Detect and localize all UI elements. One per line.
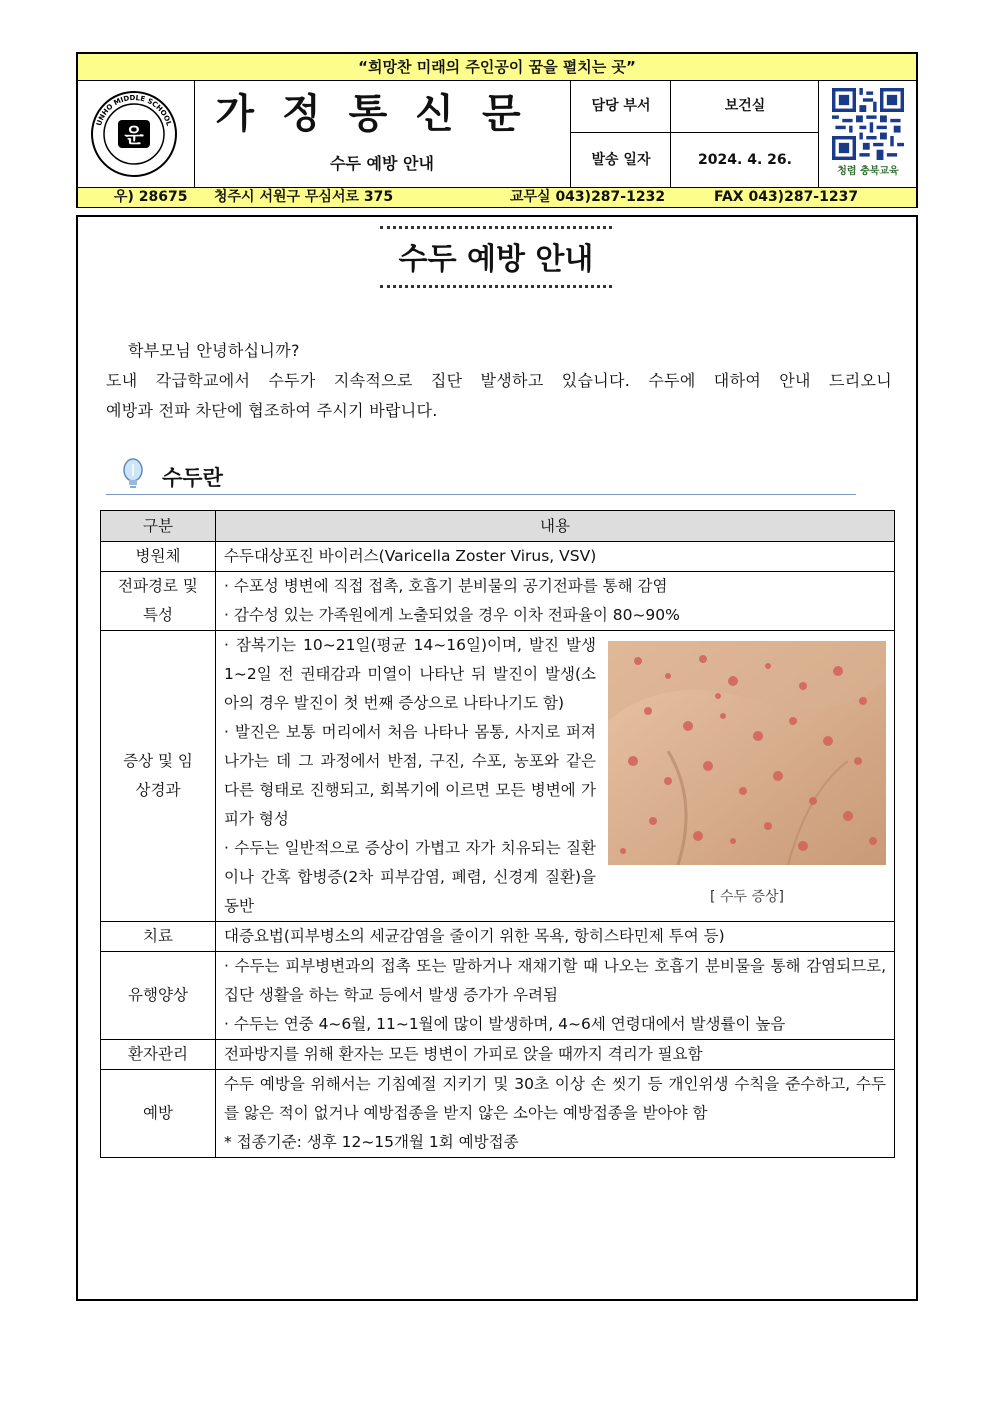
transmission-item-2: · 감수성 있는 가족원에게 노출되었을 경우 이차 전파율이 80~90%: [224, 606, 680, 624]
section-divider: [106, 494, 856, 495]
table-row: [101, 922, 895, 952]
dept-label: 담당 부서: [591, 98, 651, 114]
intro-text-line-1: 도내 각급학교에서 수두가 지속적으로 집단 발생하고 있습니다. 수두에 대하여 안내 드리오니: [106, 371, 892, 390]
transmission-item-1: · 수포성 병변에 직접 접촉, 호흡기 분비물의 공기전파를 통해 감염: [224, 577, 668, 595]
row-value-trend: [216, 952, 895, 1040]
table-row: [101, 952, 895, 1040]
table-row: [101, 1070, 895, 1158]
greeting-text: 학부모님 안녕하십니까?: [128, 341, 300, 360]
row-key-prevention: 예방: [101, 1070, 216, 1158]
street-address: 청주시 서원구 무심서로 375: [214, 189, 394, 205]
prevention-text: 수두 예방을 위해서는 기침예절 지키기 및 30초 이상 손 씻기 등 개인위생 수칙을 준수하고, 수두를 앓은 적이 없거나 예방접종을 받지 않은 소아는 예방접종을 받아야 함: [224, 1075, 886, 1122]
qr-caption: 청렴 충북교육: [837, 166, 899, 177]
row-value-pathogen: 수두대상포진 바이러스(Varicella Zoster Virus, VSV): [216, 542, 895, 572]
qr-code-icon: [826, 88, 910, 160]
chickenpox-info-table: [100, 510, 895, 1158]
row-value-symptoms: [216, 631, 895, 922]
symptom-text: [224, 631, 596, 921]
address-bar: [78, 187, 916, 207]
trend-item-2: · 수두는 연중 4~6월, 11~1월에 많이 발생하며, 4~6세 연령대에서 발생률이 높음: [224, 1015, 786, 1033]
chickenpox-rash-photo: [608, 641, 886, 865]
symptom-photo-box: [608, 641, 886, 912]
row-key-patient: 환자관리: [101, 1040, 216, 1070]
photo-caption: [ 수두 증상]: [710, 889, 784, 905]
school-emblem-icon: [90, 90, 178, 178]
row-value-transmission: [216, 572, 895, 631]
letter-header: [76, 52, 918, 208]
lightbulb-icon: [118, 456, 148, 492]
row-key-trend: 유행양상: [101, 952, 216, 1040]
date-label: 발송 일자: [591, 152, 651, 168]
symptom-item-1: · 잠복기는 10~21일(평균 14~16일)이며, 발진 발생 1~2일 전 권태감과 미열이 나타난 뒤 발진이 발생(소아의 경우 발진이 첫 번째 증상으로 나타나기도 함): [224, 636, 596, 712]
table-row: [101, 1040, 895, 1070]
symptom-item-3: · 수두는 일반적으로 증상이 가볍고 자가 치유되는 질환이나 간혹 합병증(2차 피부감염, 폐렴, 신경계 질환)을 동반: [224, 839, 596, 915]
school-motto: “희망찬 미래의 주인공이 꿈을 펼치는 곳”: [78, 54, 916, 81]
row-key-symptoms: 증상 및 임상경과: [101, 631, 216, 922]
row-key-transmission: 전파경로 및 특성: [101, 572, 216, 631]
row-value-patient: 전파방지를 위해 환자는 모든 병변이 가피로 앉을 때까지 격리가 필요함: [216, 1040, 895, 1070]
table-row: [101, 542, 895, 572]
table-row: [101, 631, 895, 922]
table-row: [101, 572, 895, 631]
emblem-text: UNHO MIDDLE SCHOOL: [95, 93, 173, 127]
header-main-row: [78, 80, 916, 187]
date-value: 2024. 4. 26.: [698, 152, 792, 168]
intro-text-line-2: 예방과 전파 차단에 협조하여 주시기 바랍니다.: [106, 401, 438, 420]
office-phone: 교무실 043)287-1232: [510, 189, 666, 205]
row-value-prevention: [216, 1070, 895, 1158]
section-title: 수두란: [162, 466, 223, 490]
main-title: 수두 예방 안내: [380, 226, 612, 288]
row-value-treatment: 대증요법(피부병소의 세균감염을 줄이기 위한 목욕, 항히스타민제 투여 등): [216, 922, 895, 952]
vaccination-note: * 접종기준: 생후 12~15개월 1회 예방접종: [224, 1133, 519, 1151]
row-key-pathogen: 병원체: [101, 542, 216, 572]
newsletter-title: 가정통신문: [215, 90, 549, 137]
table-header-row: [101, 511, 895, 542]
emblem-char: 운: [124, 123, 144, 147]
dept-value: 보건실: [724, 98, 766, 114]
row-key-treatment: 치료: [101, 922, 216, 952]
newsletter-subtitle: 수두 예방 안내: [330, 154, 434, 173]
fax-number: FAX 043)287-1237: [714, 189, 859, 205]
postal-code: 우) 28675: [114, 189, 188, 205]
symptom-item-2: · 발진은 보통 머리에서 처음 나타나 몸통, 사지로 퍼져나가는 데 그 과정에서 반점, 구진, 수포, 농포와 같은 다른 형태로 진행되고, 회복기에 이르면 모든 병변에 가피가 형성: [224, 723, 596, 828]
table-head-value: 내용: [216, 511, 895, 542]
table-head-key: 구분: [101, 511, 216, 542]
trend-item-1: · 수두는 피부병변과의 접촉 또는 말하거나 재채기할 때 나오는 호흡기 분비물을 통해 감염되므로, 집단 생활을 하는 학교 등에서 발생 증가가 우려됨: [224, 957, 886, 1004]
